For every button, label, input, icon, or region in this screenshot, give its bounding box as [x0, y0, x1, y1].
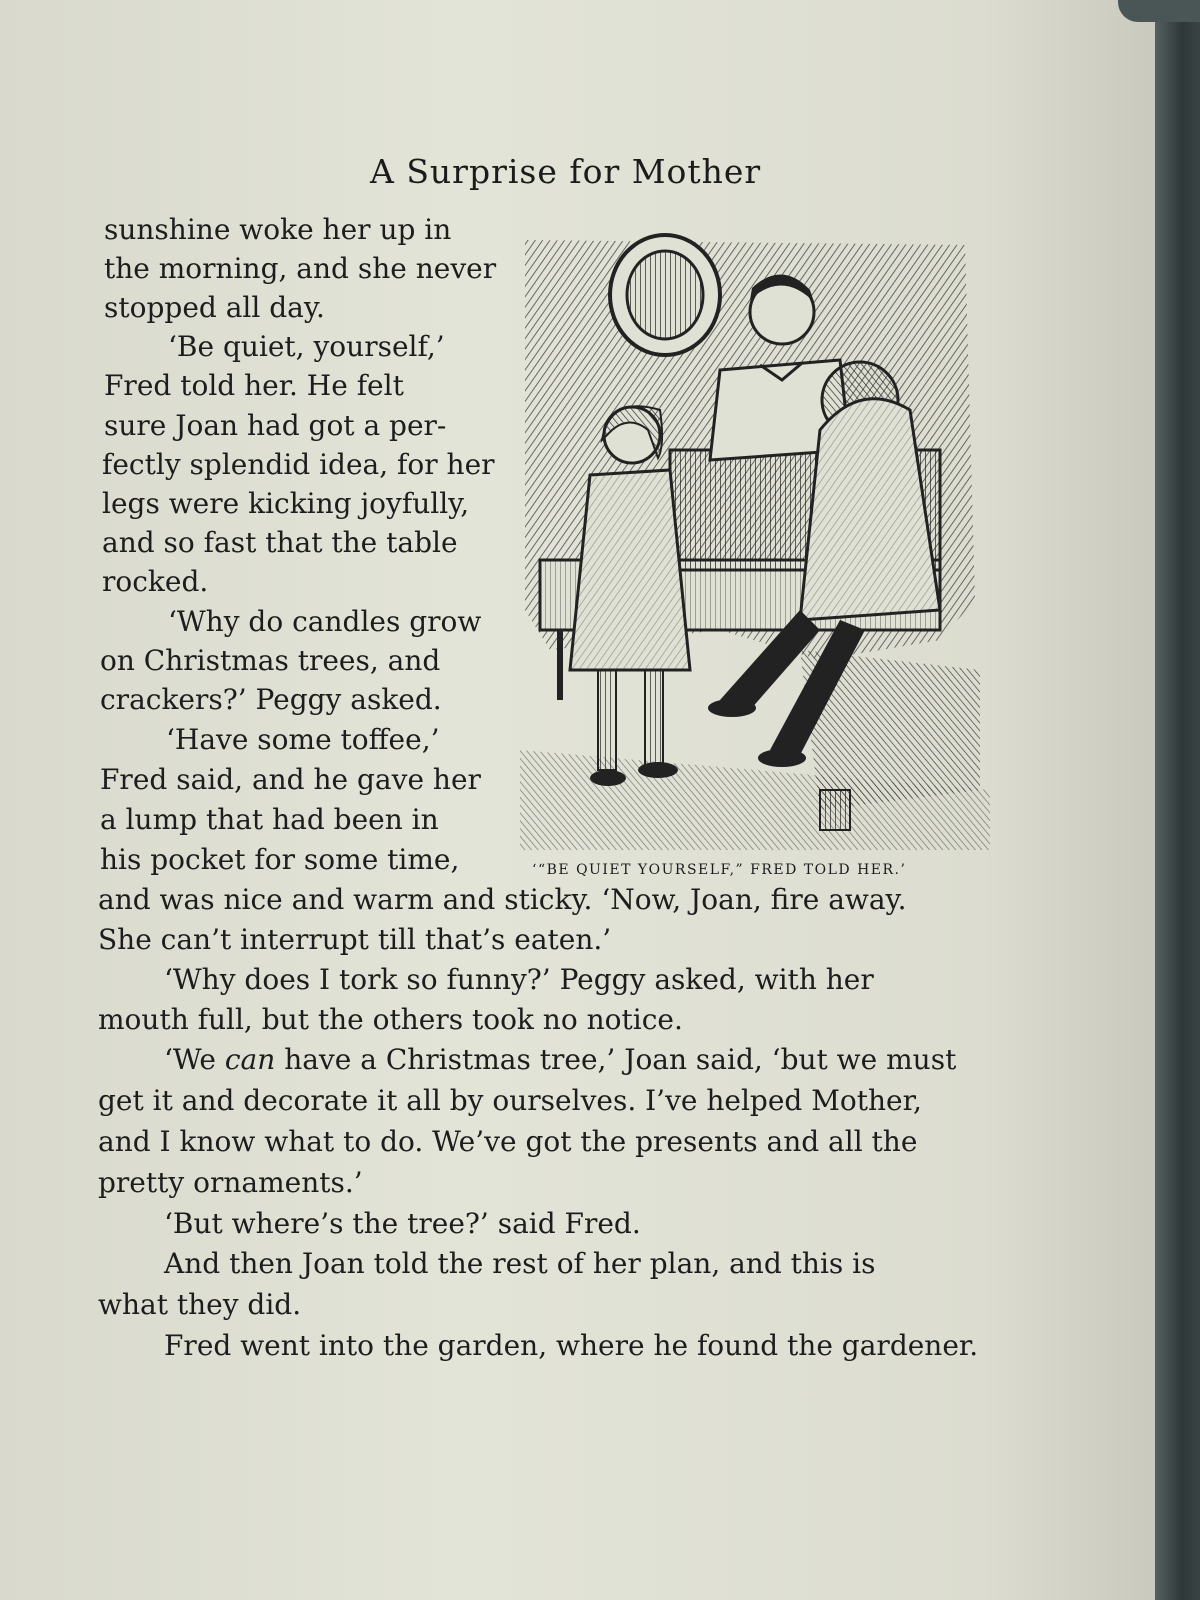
text-line: ‘But where’s the tree?’ said Fred. [164, 1207, 641, 1240]
text-line: Fred said, and he gave her [100, 763, 481, 796]
text-line [164, 1042, 956, 1078]
text-line: mouth full, but the others took no notice. [98, 1003, 683, 1036]
text-line: on Christmas trees, and [100, 644, 441, 677]
illustration-caption: ‘“BE QUIET YOURSELF,” FRED TOLD HER.’ [532, 862, 907, 878]
text-line: legs were kicking joyfully, [102, 487, 470, 520]
text-line: ‘Why does I tork so funny?’ Peggy asked, with her [164, 963, 874, 996]
text-line: get it and decorate it all by ourselves. I’ve helped Mother, [98, 1084, 922, 1117]
text-line: ‘Why do candles grow [168, 605, 482, 638]
text-line: and I know what to do. We’ve got the presents and all the [98, 1125, 918, 1158]
text-line: crackers?’ Peggy asked. [100, 683, 442, 716]
text-line: the morning, and she never [104, 252, 497, 285]
text-line: ‘Be quiet, yourself,’ [168, 330, 445, 363]
text-line: pretty ornaments.’ [98, 1166, 363, 1199]
text-line: and so fast that the table [102, 526, 458, 559]
text-line: his pocket for some time, [100, 843, 460, 876]
text-line: Fred went into the garden, where he found the gardener. [164, 1329, 979, 1362]
page-title: A Surprise for Mother [370, 152, 762, 191]
text-fragment: ‘We [164, 1043, 225, 1076]
text-line: stopped all day. [104, 291, 325, 324]
text-fragment: have a Christmas tree,’ Joan said, ‘but we must [284, 1043, 957, 1076]
text-line: rocked. [102, 565, 209, 598]
text-line: a lump that had been in [100, 803, 439, 836]
text-line: sunshine woke her up in [104, 213, 452, 246]
text-line: She can’t interrupt till that’s eaten.’ [98, 923, 612, 956]
text-line: fectly splendid idea, for her [102, 448, 495, 481]
book-cover-edge [1155, 0, 1200, 1600]
text-line: and was nice and warm and sticky. ‘Now, Joan, fire away. [98, 883, 907, 916]
text-line: what they did. [98, 1288, 302, 1321]
emphasized-word: can [224, 1043, 276, 1076]
book-cover-corner [1118, 0, 1200, 22]
text-line: And then Joan told the rest of her plan, and this is [164, 1247, 876, 1280]
text-line: ‘Have some toffee,’ [166, 723, 440, 756]
text-line: sure Joan had got a per- [104, 409, 447, 442]
text-line: Fred told her. He felt [104, 369, 404, 402]
engraving-illustration-icon [520, 230, 995, 850]
